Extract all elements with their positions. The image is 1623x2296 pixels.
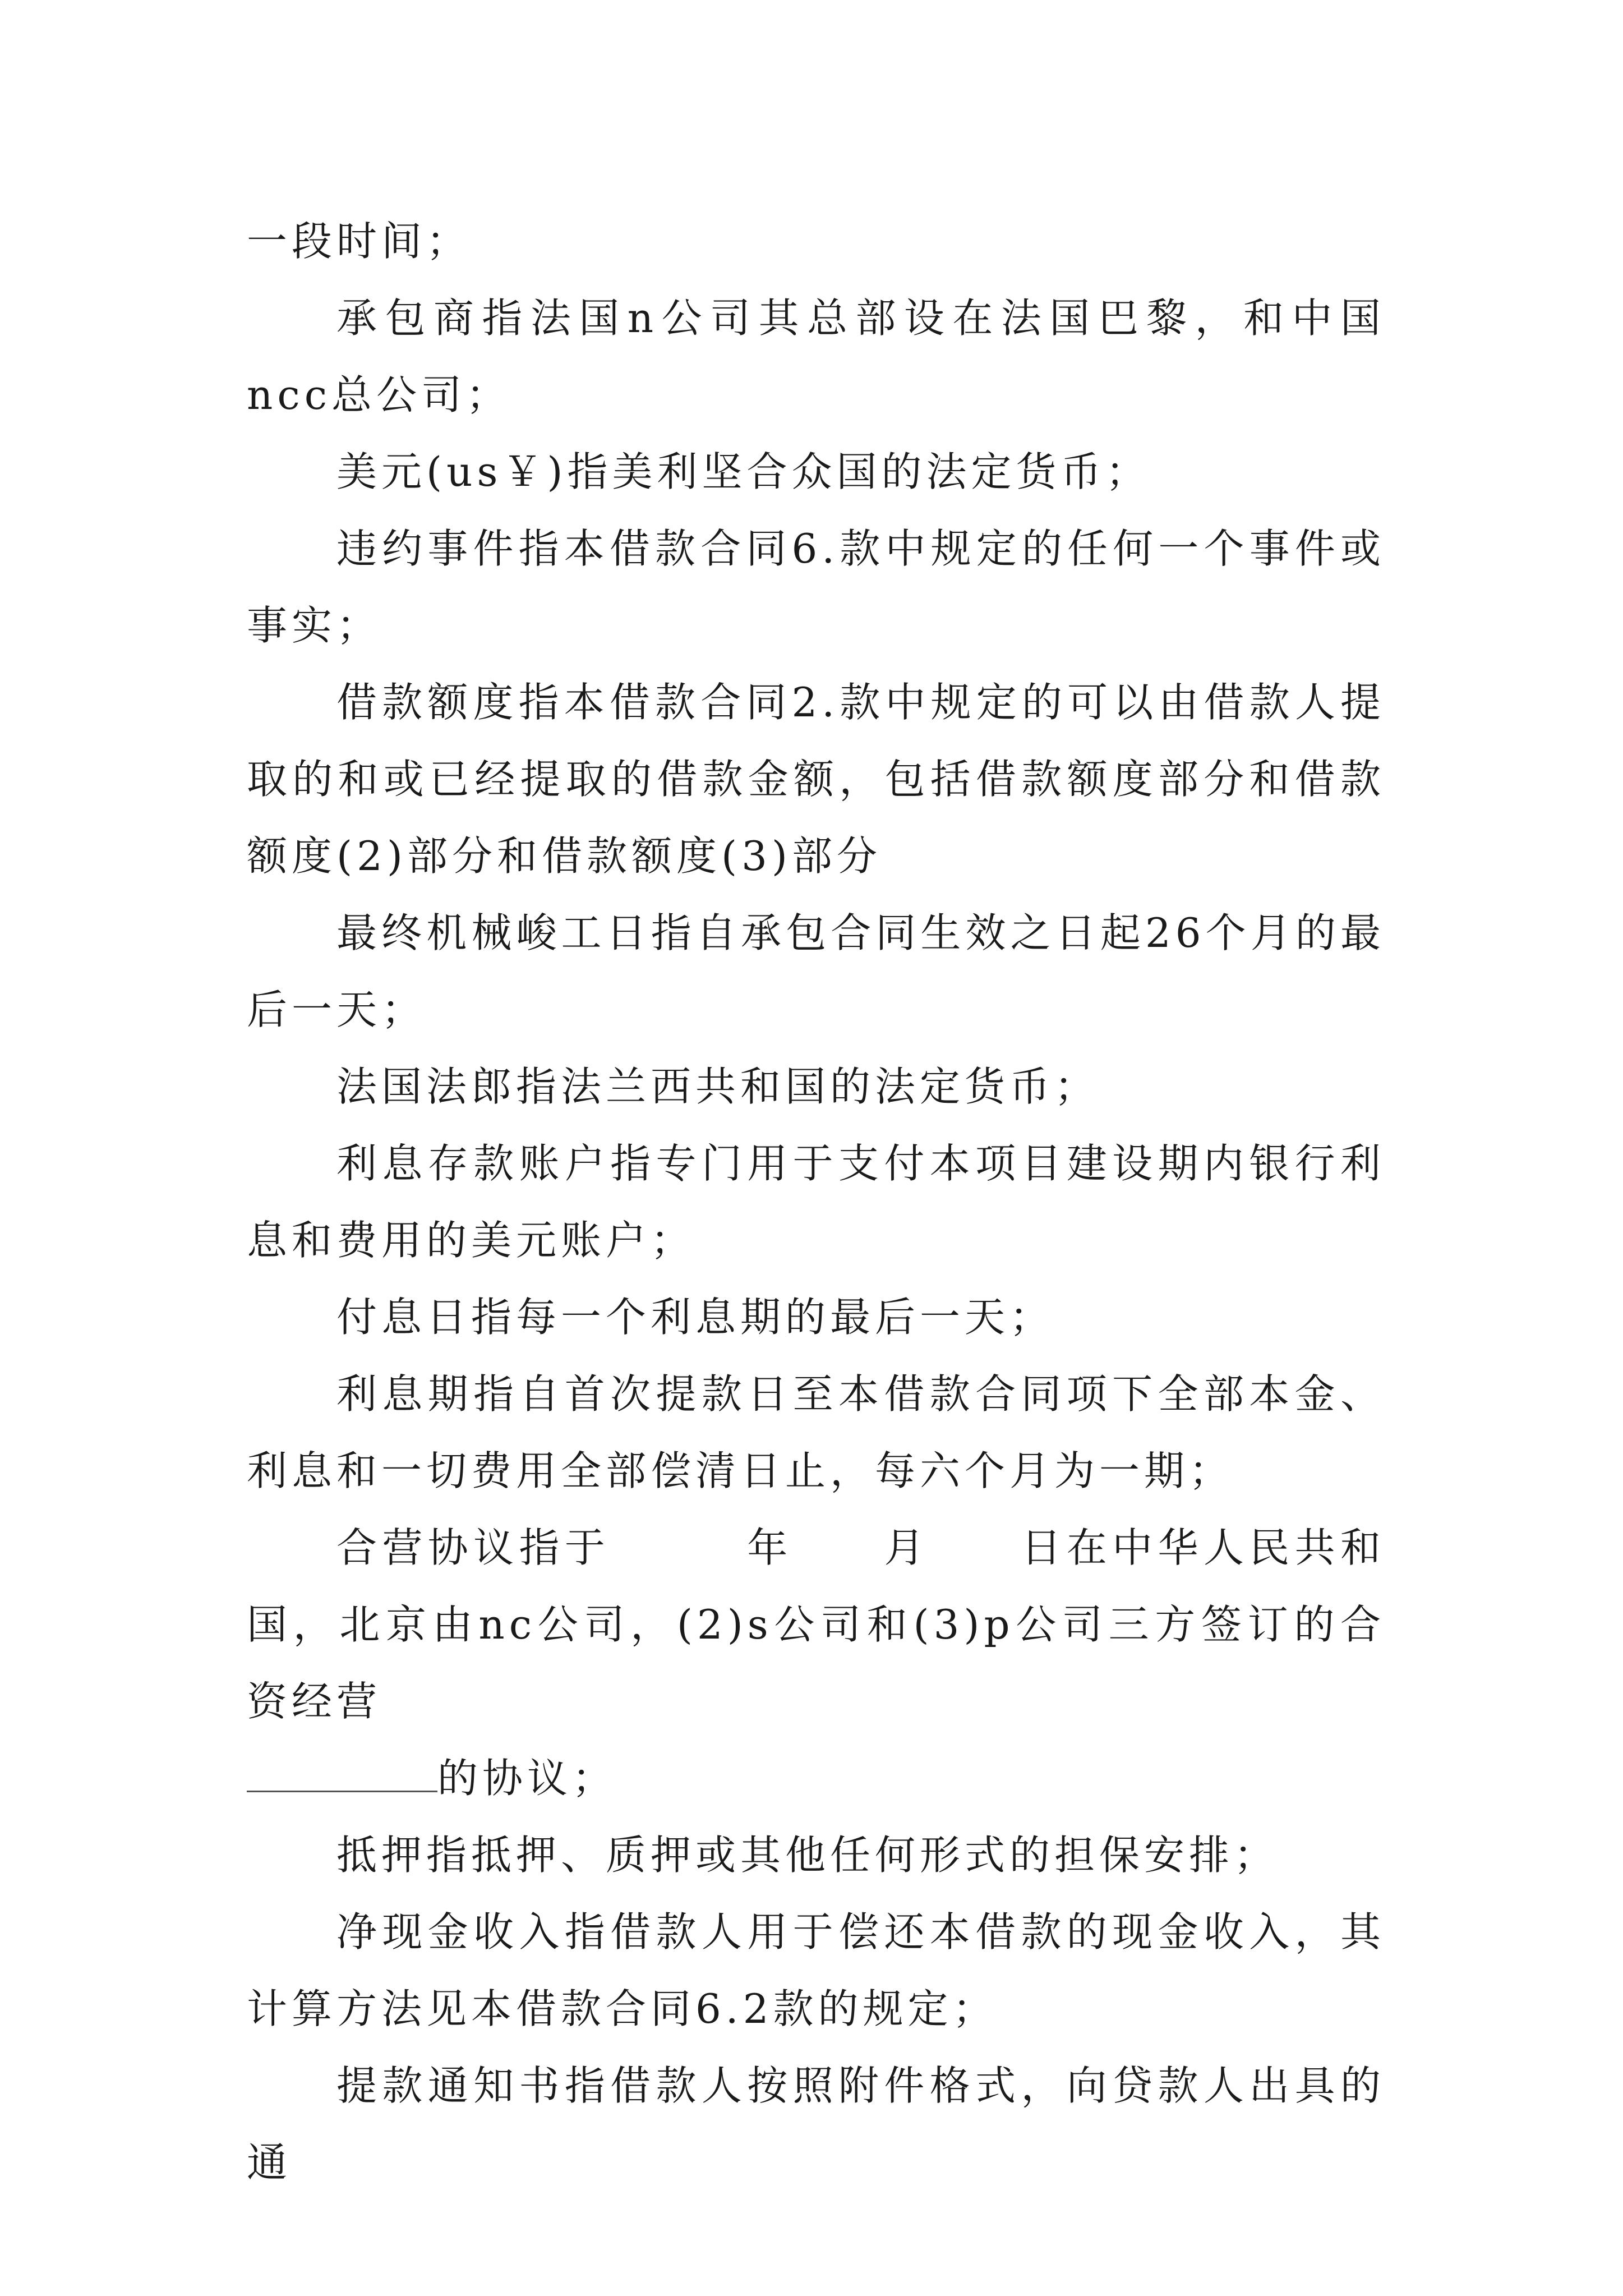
paragraph: 提款通知书指借款人按照附件格式，向贷款人出具的通: [247, 2062, 1385, 2186]
paragraph: 借款额度指本借款合同2.款中规定的可以由借款人提取的和或已经提取的借款金额，包括借款额度部分和借款额度(2)部分和借款额度(3)部分: [247, 679, 1385, 880]
paragraph: 利息存款账户指专门用于支付本项目建设期内银行利息和费用的美元账户；: [247, 1140, 1385, 1264]
paragraph: 抵押指抵押、质押或其他任何形式的担保安排；: [336, 1832, 1279, 1879]
paragraph: 违约事件指本借款合同6.款中规定的任何一个事件或事实；: [247, 525, 1385, 649]
fill-in-blank-line: [247, 1751, 437, 1792]
paragraph-with-blank: [247, 1740, 1385, 1817]
paragraph: 美元(us￥)指美利坚合众国的法定货币；: [336, 448, 1151, 495]
paragraph: 净现金收入指借款人用于偿还本借款的现金收入，其计算方法见本借款合同6.2款的规定；: [247, 1908, 1385, 2032]
paragraph: 最终机械峻工日指自承包合同生效之日起26个月的最后一天；: [247, 909, 1385, 1033]
paragraph: 利息期指自首次提款日至本借款合同项下全部本金、利息和一切费用全部偿清日止，每六个月为一期；: [247, 1370, 1385, 1494]
paragraph: 承包商指法国n公司其总部设在法国巴黎，和中国ncc总公司；: [247, 295, 1385, 418]
paragraph: 法国法郎指法兰西共和国的法定货币；: [336, 1063, 1100, 1110]
paragraph-tail: 的协议；: [437, 1755, 617, 1802]
document-body: [247, 203, 1385, 2201]
paragraph: 合营协议指于 年 月 日在中华人民共和国，北京由nc公司，(2)s公司和(3)p公司三方签订的合资经营: [247, 1524, 1385, 1725]
paragraph: 付息日指每一个利息期的最后一天；: [336, 1294, 1055, 1341]
paragraph: 一段时间；: [247, 218, 472, 265]
